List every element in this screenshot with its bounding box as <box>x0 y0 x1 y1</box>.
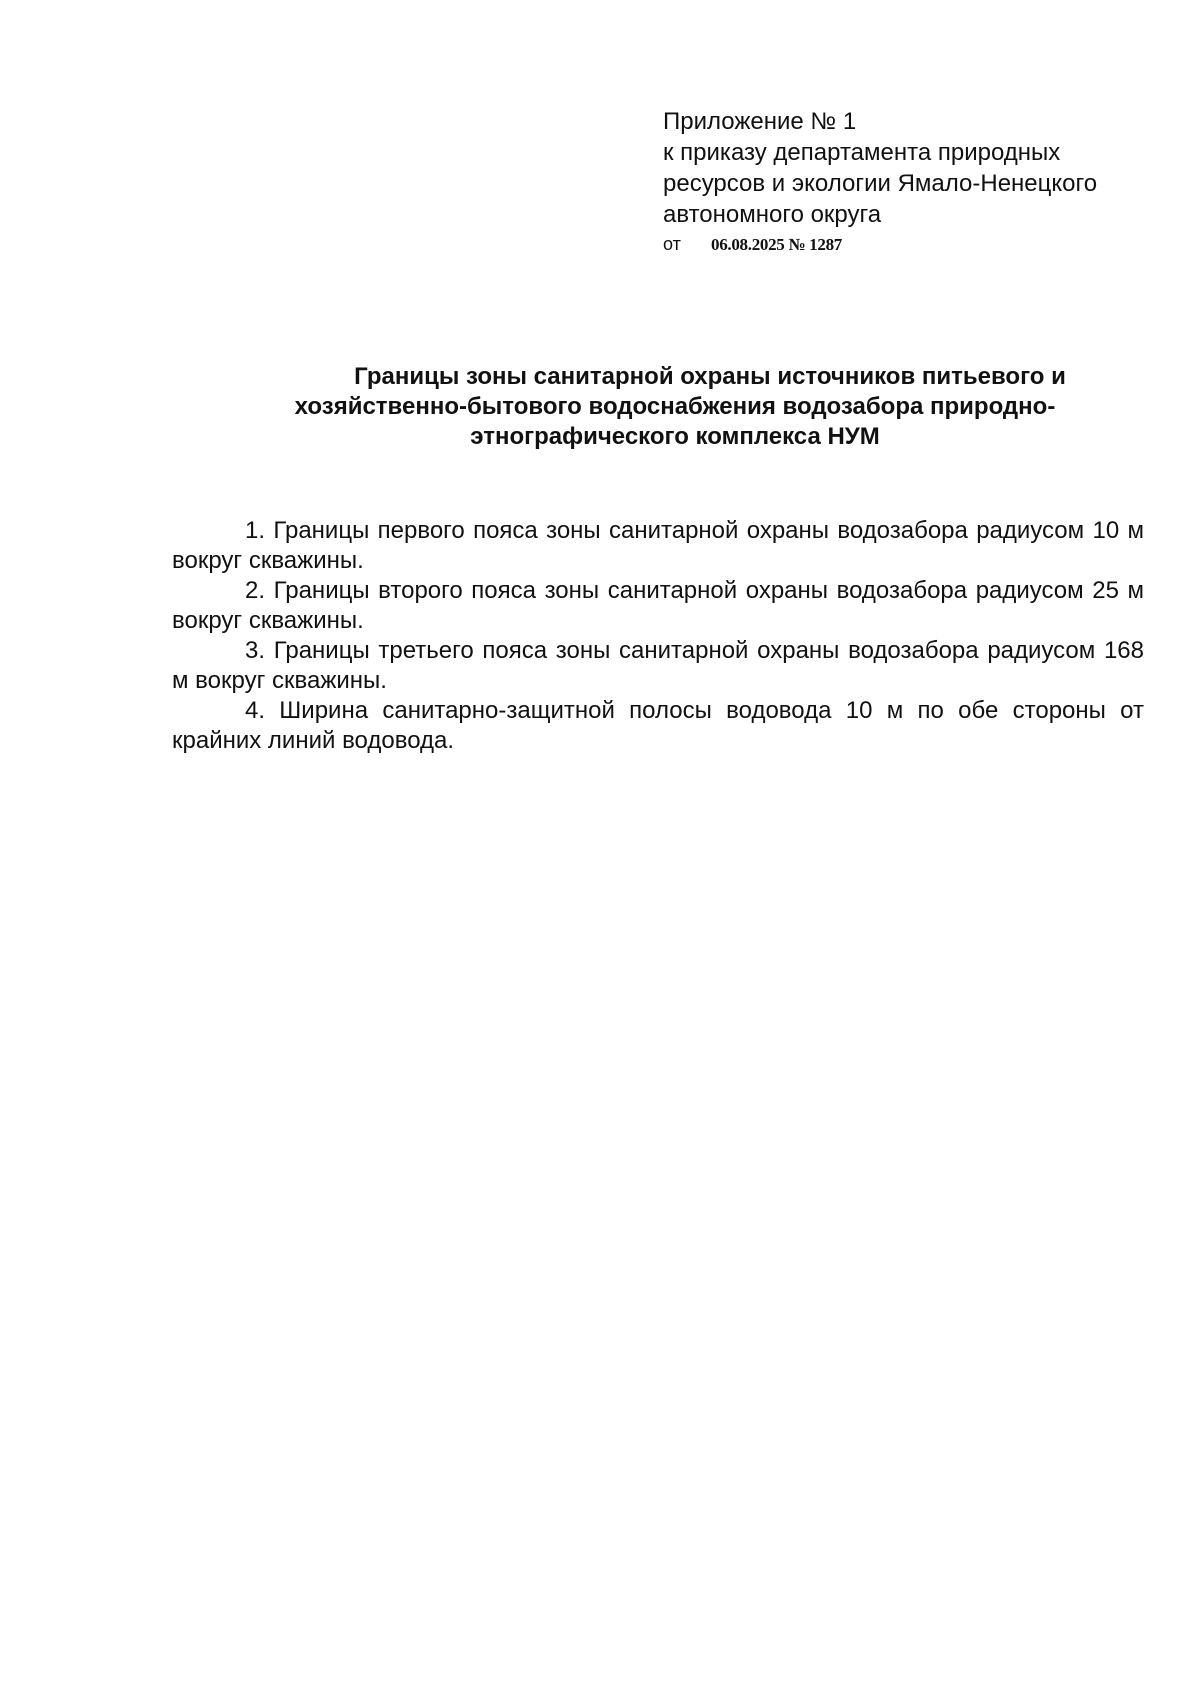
order-date-number: 06.08.2025 № 1287 <box>711 235 842 254</box>
list-item: 2. Границы второго пояса зоны санитарной охраны водозабора радиусом 25 м вокруг скважины. <box>172 577 1144 634</box>
list-item: 1. Границы первого пояса зоны санитарной охраны водозабора радиусом 10 м вокруг скважины. <box>172 517 1144 574</box>
appendix-line-1: к приказу департамента природных <box>663 139 1061 166</box>
document-title-text: Границы зоны санитарной охраны источников питьевого и хозяйственно-бытового водоснабжения водозабора природно-этнографического комплекса НУМ <box>294 363 1066 450</box>
appendix-line-2: ресурсов и экологии Ямало-Ненецкого <box>663 170 1098 197</box>
date-prefix: от <box>663 234 681 254</box>
document-body <box>172 516 1144 756</box>
appendix-heading: Приложение № 1 <box>663 108 857 135</box>
list-item: 3. Границы третьего пояса зоны санитарной охраны водозабора радиусом 168 м вокруг скважины. <box>172 637 1144 694</box>
list-item: 4. Ширина санитарно-защитной полосы водовода 10 м по обе стороны от крайних линий водовода. <box>172 697 1144 754</box>
appendix-date-line <box>663 232 1163 257</box>
appendix-line-3: автономного округа <box>663 201 882 228</box>
appendix-header <box>663 106 1163 257</box>
document-title <box>250 362 1100 452</box>
